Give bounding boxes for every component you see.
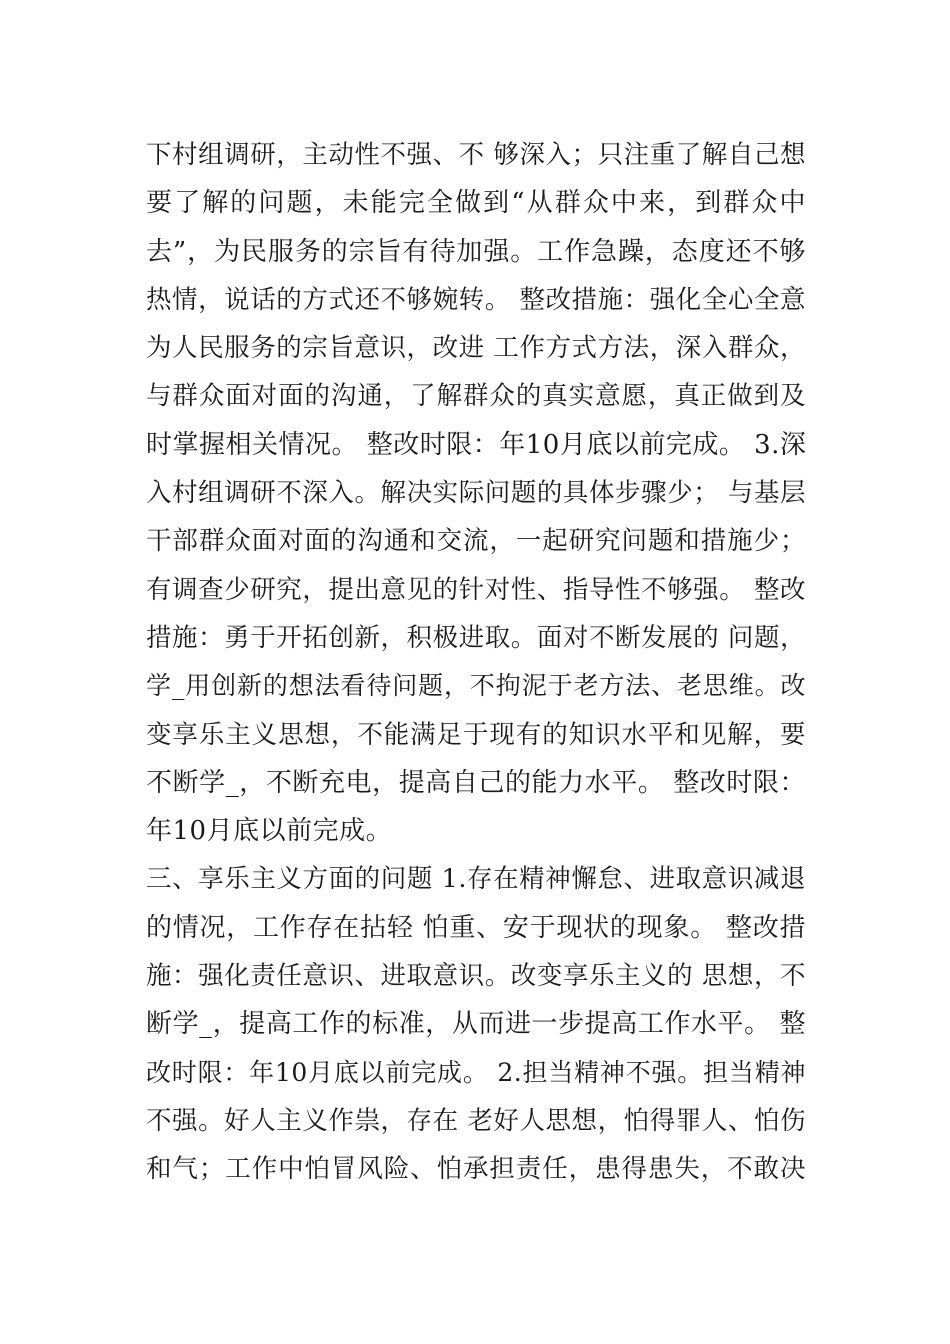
text-line: 和气；工作中怕冒风险、怕承担责任，患得患失，不敢决 bbox=[146, 1154, 806, 1185]
text-line: 不断学_，不断充电，提高自己的能力水平。 整改时限： bbox=[146, 767, 806, 798]
text-line: 下村组调研，主动性不强、不 够深入；只注重了解自己想 bbox=[146, 140, 806, 170]
text-line: 与群众面对面的沟通，了解群众的真实意愿，真正做到及 bbox=[146, 381, 806, 412]
text-line: 年10月底以前完成。 bbox=[146, 816, 393, 847]
text-line: 断学_，提高工作的标准，从而进一步提高工作水平。 整 bbox=[146, 1009, 806, 1040]
text-line: 入村组调研不深入。解决实际问题的具体步骤少； 与基层 bbox=[146, 478, 806, 509]
text-line: 措施：勇于开拓创新，积极进取。面对不断发展的 问题， bbox=[146, 622, 806, 653]
text-line: 改时限：年10月底以前完成。 2.担当精神不强。担当精神 bbox=[146, 1057, 806, 1087]
document-body bbox=[146, 131, 806, 1194]
text-line: 施：强化责任意识、进取意识。改变享乐主义的 思想，不 bbox=[146, 961, 806, 992]
text-line: 去”，为民服务的宗旨有待加强。工作急躁，态度还不够 bbox=[146, 236, 806, 267]
text-line: 学_用创新的想法看待问题，不拘泥于老方法、老思维。改 bbox=[146, 671, 806, 701]
text-line: 有调查少研究，提出意见的针对性、指导性不够强。 整改 bbox=[146, 574, 806, 605]
text-line: 三、享乐主义方面的问题 1.存在精神懈怠、进取意识减退 bbox=[146, 864, 806, 895]
text-line: 时掌握相关情况。 整改时限：年10月底以前完成。 3.深 bbox=[146, 429, 807, 460]
text-line: 不强。好人主义作祟，存在 老好人思想，怕得罪人、怕伤 bbox=[146, 1105, 806, 1136]
text-line: 为人民服务的宗旨意识，改进 工作方式方法，深入群众， bbox=[146, 333, 806, 364]
text-line: 的情况，工作存在拈轻 怕重、安于现状的现象。 整改措 bbox=[146, 912, 806, 943]
text-line: 热情，说话的方式还不够婉转。 整改措施：强化全心全意 bbox=[146, 284, 806, 315]
text-line: 要了解的问题，未能完全做到“从群众中来，到群众中 bbox=[146, 188, 806, 219]
text-line: 干部群众面对面的沟通和交流，一起研究问题和措施少； bbox=[146, 526, 806, 557]
text-line: 变享乐主义思想，不能满足于现有的知识水平和见解，要 bbox=[146, 719, 806, 750]
